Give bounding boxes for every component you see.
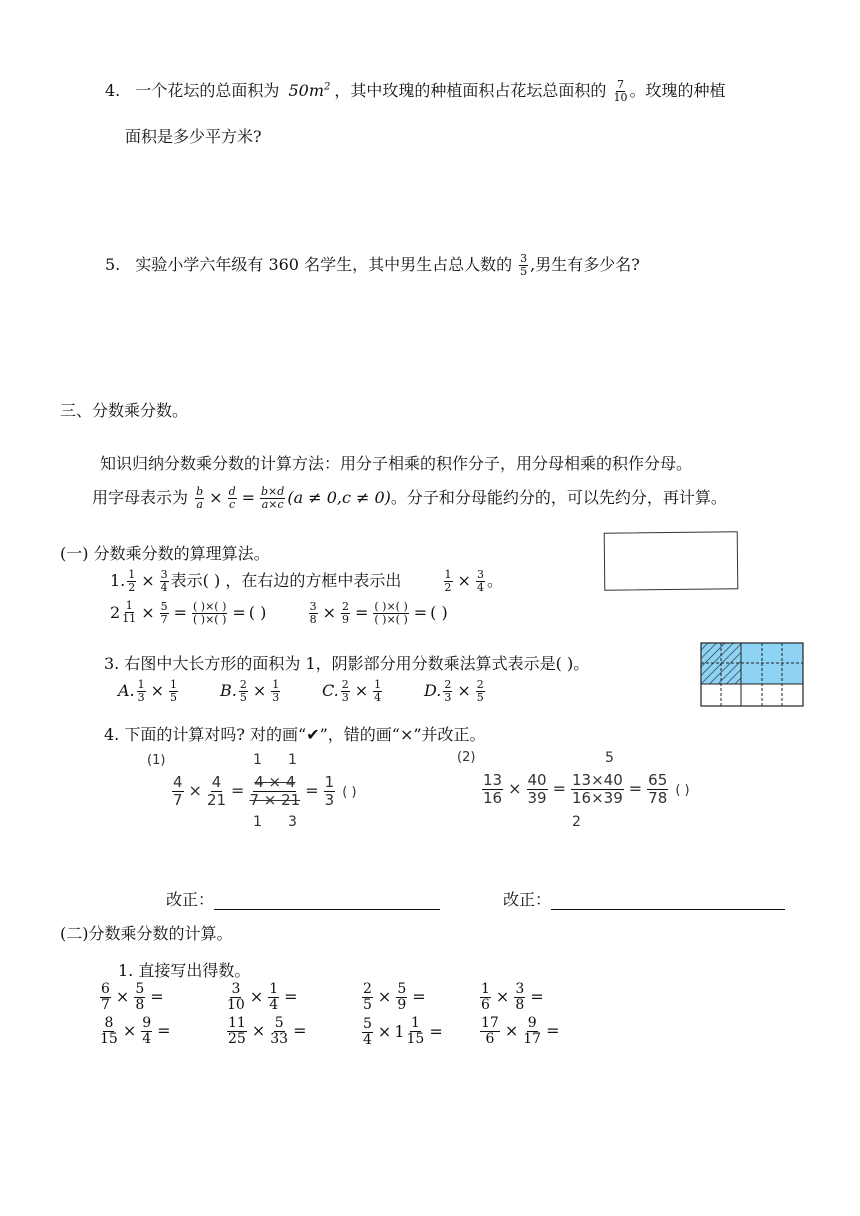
item-4-text: 4. 下面的计算对吗? 对的画“✔”，错的画“×”并改正。 [104, 725, 486, 744]
option-label: C. [322, 681, 339, 700]
denominator: a×c [261, 498, 284, 511]
times-sign: × [150, 681, 165, 700]
cancel-mark: 1 [288, 752, 297, 768]
fraction [227, 1016, 247, 1047]
numerator: 2 [444, 678, 452, 691]
equals-sign: = [157, 1021, 171, 1040]
option-label: D. [424, 681, 442, 700]
denominator: 7 [160, 613, 168, 626]
numerator: 2 [476, 678, 484, 691]
question-text: ，其中玫瑰的种植面积占花坛总面积的 [334, 81, 607, 100]
correction-2 [503, 887, 785, 910]
denominator: 10 [227, 997, 245, 1013]
equals-sign: = [173, 603, 187, 622]
numerator: 5 [274, 1015, 284, 1031]
answer-paren[interactable]: ( ) [675, 783, 690, 798]
correction-label: 改正： [166, 890, 215, 909]
numerator: 2 [341, 600, 349, 613]
calc-item[interactable] [478, 982, 547, 1013]
example-1-label: (1) [147, 753, 166, 768]
numerator: 3 [160, 568, 168, 581]
denominator: 4 [142, 1031, 152, 1047]
denominator: 5 [239, 691, 247, 704]
question-text: ,男生有多少名? [530, 255, 640, 274]
times-sign: × [209, 488, 223, 507]
calc-item[interactable] [360, 982, 429, 1013]
denominator: ( )×( ) [193, 613, 227, 626]
condition: (a ≠ 0,c ≠ 0) [287, 488, 391, 507]
question-text: 一个花坛的总面积为 [135, 81, 280, 100]
part-title: (一) 分数乘分数的算理算法。 [60, 544, 270, 563]
question-5 [105, 252, 640, 278]
denominator: 4 [269, 997, 279, 1013]
fraction [160, 569, 169, 594]
fraction [480, 1016, 500, 1047]
fraction [169, 679, 178, 704]
times-sign: × [354, 681, 369, 700]
fraction [227, 982, 245, 1013]
item-number: 1. [110, 571, 126, 590]
numerator: 2 [341, 678, 349, 691]
denominator: 7 [173, 791, 183, 809]
denominator: 6 [481, 997, 490, 1013]
drawing-box[interactable] [604, 531, 739, 590]
denominator: 17 [523, 1031, 542, 1047]
numerator: 3 [231, 981, 241, 997]
numerator: ( )×( ) [374, 600, 408, 613]
option-c[interactable] [322, 679, 424, 704]
fraction [613, 79, 627, 104]
numerator: 1 [374, 678, 382, 691]
numerator: 40 [527, 771, 547, 789]
fraction [270, 1016, 288, 1047]
answer-paren[interactable]: ( ) [342, 785, 357, 800]
numerator: 6 [101, 981, 110, 997]
correction-line[interactable] [214, 909, 440, 910]
denominator: 3 [324, 791, 335, 809]
calc-item[interactable] [98, 982, 167, 1013]
fraction [324, 774, 336, 809]
denominator: 15 [100, 1031, 118, 1047]
item-1 [110, 568, 503, 594]
fraction [249, 774, 300, 809]
area-number: 50m [288, 81, 324, 100]
numerator: 1 [324, 773, 335, 791]
numerator: 1 [128, 568, 136, 581]
fraction [341, 601, 350, 626]
cancel-mark: 3 [288, 814, 297, 830]
area-value [288, 81, 330, 100]
numerator: 5 [160, 600, 168, 613]
denominator: 33 [270, 1031, 289, 1047]
fraction [480, 982, 491, 1013]
correction-1 [166, 887, 440, 910]
fraction [396, 982, 407, 1013]
denominator: 5 [520, 265, 528, 278]
example-2-label: (2) [457, 750, 476, 765]
correction-line[interactable] [551, 909, 785, 910]
numerator: 1 [272, 678, 280, 691]
denominator: 6 [485, 1031, 495, 1047]
calc-item[interactable] [478, 1016, 562, 1047]
cancel-mark: 1 [253, 752, 262, 768]
denominator: 2 [128, 581, 136, 594]
fraction [519, 253, 528, 278]
times-sign: × [141, 571, 155, 590]
fraction [127, 569, 136, 594]
fraction [271, 679, 280, 704]
equals-sign: = [241, 488, 256, 507]
times-sign: × [249, 987, 264, 1006]
denominator: 4 [476, 581, 484, 594]
numerator: 2 [239, 678, 247, 691]
numerator: 1 [170, 678, 178, 691]
times-sign: × [115, 987, 130, 1006]
option-label: A. [118, 681, 135, 700]
times-sign: × [322, 603, 336, 622]
denominator: 4 [160, 581, 168, 594]
fraction [268, 982, 279, 1013]
fraction [207, 774, 226, 809]
section-title: 三、分数乘分数。 [60, 401, 189, 420]
fraction [523, 1016, 541, 1047]
denominator: 9 [341, 613, 349, 626]
denominator: 21 [206, 791, 227, 809]
times-sign: × [457, 681, 471, 700]
denominator: 25 [228, 1031, 246, 1047]
equals-sign: = [150, 987, 164, 1006]
numerator: 17 [481, 1015, 499, 1031]
denominator: 10 [613, 91, 628, 104]
cancel-mark: 5 [605, 750, 614, 766]
item-text: 1. 直接写出得数。 [118, 961, 251, 980]
times-sign: × [508, 779, 522, 798]
calc-item[interactable] [225, 1016, 309, 1047]
denominator: c [229, 498, 236, 511]
item-text: 。 [486, 571, 503, 590]
calc-item[interactable] [98, 1016, 174, 1047]
equals-sign: = [628, 779, 643, 798]
times-sign: × [252, 681, 267, 700]
fraction [134, 982, 145, 1013]
option-b[interactable] [220, 679, 322, 704]
equals-sign: = [293, 1021, 307, 1040]
product-fraction [373, 601, 408, 626]
equals-sign: = [232, 603, 246, 622]
equals-sign: = [284, 987, 298, 1006]
numerator: 3 [520, 252, 528, 265]
equals-sign: = [413, 603, 428, 622]
correction-label: 改正： [503, 890, 552, 909]
fraction [443, 679, 452, 704]
times-sign: × [122, 1021, 137, 1040]
denominator: 15 [406, 1031, 425, 1047]
cancel-mark: 2 [572, 814, 581, 830]
denominator: 39 [527, 789, 547, 807]
times-sign: × [377, 987, 392, 1006]
fraction [137, 679, 146, 704]
times-sign: × [377, 1022, 392, 1041]
times-sign: × [251, 1021, 266, 1040]
example-2 [480, 750, 740, 830]
option-d[interactable] [424, 679, 526, 704]
fraction [444, 569, 453, 594]
knowledge-formula [92, 485, 727, 511]
answer-blank[interactable]: ( ) [430, 603, 448, 622]
denominator: 5 [476, 691, 484, 704]
fraction [407, 1016, 425, 1047]
item-3-options [118, 679, 526, 704]
answer-blank[interactable]: ( ) [248, 603, 267, 622]
denominator: 3 [444, 691, 452, 704]
fraction [482, 772, 503, 807]
numerator: 13 [483, 771, 503, 789]
denominator: 4 [363, 1032, 372, 1048]
question-number: 4. [105, 81, 121, 100]
equals-sign: = [412, 987, 426, 1006]
numerator: ( )×( ) [193, 600, 227, 613]
numerator: 1 [125, 599, 133, 612]
numerator: 13×40 [572, 771, 623, 789]
numerator: 5 [397, 981, 407, 997]
item-text: 表示( ) ，在右边的方框中表示出 [170, 571, 402, 590]
numerator: b [196, 485, 204, 498]
denominator: 2 [444, 581, 452, 594]
denominator: 4 [374, 691, 382, 704]
numerator: 5 [363, 1016, 372, 1032]
part-title: (二)分数乘分数的计算。 [60, 924, 233, 943]
times-sign: × [495, 987, 510, 1006]
fraction [122, 600, 136, 625]
numerator: 1 [410, 1015, 420, 1031]
fraction [571, 772, 624, 807]
fraction [228, 486, 237, 511]
equals-sign: = [305, 781, 319, 800]
denominator: 5 [363, 997, 372, 1013]
fraction [172, 774, 184, 809]
example-1 [170, 752, 410, 832]
equals-sign: = [354, 603, 369, 622]
numerator: 2 [363, 981, 372, 997]
fraction [260, 486, 285, 511]
fraction [141, 1016, 152, 1047]
numerator: 11 [228, 1015, 246, 1031]
formula-suffix: 。分子和分母能约分的，可以先约分，再计算。 [390, 488, 727, 507]
numerator: 9 [527, 1015, 537, 1031]
fraction [239, 679, 248, 704]
times-sign: × [188, 781, 202, 800]
item-3-text: 3. 右图中大长方形的面积为 1，阴影部分用分数乘法算式表示是( )。 [104, 654, 590, 673]
option-label: B. [220, 681, 237, 700]
fraction [160, 601, 169, 626]
fraction [195, 486, 204, 511]
denominator: 3 [341, 691, 349, 704]
denominator: 8 [515, 997, 525, 1013]
fraction [647, 772, 668, 807]
fraction [476, 569, 485, 594]
equals-sign: = [552, 779, 566, 798]
expression [480, 772, 690, 807]
denominator: ( )×( ) [374, 613, 408, 626]
numerator: 3 [515, 981, 525, 997]
denominator: 3 [137, 691, 145, 704]
item-2 [110, 600, 448, 626]
calc-item[interactable] [225, 982, 301, 1013]
numerator: 1 [444, 568, 452, 581]
whole-part: 1 [394, 1022, 405, 1041]
fraction [100, 982, 111, 1013]
numerator: 3 [476, 568, 484, 581]
times-sign: × [141, 603, 155, 622]
denominator: 3 [272, 691, 280, 704]
denominator: 5 [170, 691, 178, 704]
denominator: 11 [122, 612, 137, 625]
denominator: a [196, 498, 203, 511]
option-a[interactable] [118, 679, 220, 704]
calc-item[interactable] [360, 1016, 446, 1048]
denominator: 9 [397, 997, 407, 1013]
numerator: b×d [261, 485, 285, 498]
area-exponent: 2 [324, 81, 331, 93]
expression [170, 774, 357, 809]
fraction [100, 1016, 118, 1047]
times-sign: × [504, 1021, 519, 1040]
fraction [309, 601, 318, 626]
mixed-number [394, 1016, 426, 1047]
numerator: 3 [309, 600, 317, 613]
numerator: 1 [269, 981, 279, 997]
fraction [527, 772, 548, 807]
question-4 [105, 78, 726, 104]
whole-part: 2 [110, 603, 121, 622]
equals-sign: = [530, 987, 544, 1006]
denominator: 78 [648, 789, 668, 807]
numerator: 9 [142, 1015, 152, 1031]
question-number: 5. [105, 255, 121, 274]
question-text: 。玫瑰的种植 [629, 81, 726, 100]
question-text: 实验小学六年级有 360 名学生，其中男生占总人数的 [135, 255, 513, 274]
question-text: 面积是多少平方米? [125, 127, 262, 146]
denominator: 8 [135, 997, 145, 1013]
numerator: 4 [173, 773, 183, 791]
numerator: 1 [137, 678, 145, 691]
denominator: 7 × 21 [249, 791, 301, 809]
times-sign: × [457, 571, 471, 590]
fraction [362, 982, 373, 1013]
equals-sign: = [429, 1022, 443, 1041]
fraction [373, 679, 382, 704]
knowledge-line: 知识归纳分数乘分数的计算方法：用分子相乘的积作分子，用分母相乘的积作分母。 [100, 454, 693, 473]
denominator: 16×39 [572, 789, 623, 807]
numerator: 4 × 4 [254, 773, 296, 791]
formula-prefix: 用字母表示为 [92, 488, 189, 507]
fraction [514, 982, 525, 1013]
numerator: 1 [481, 981, 490, 997]
cancel-mark: 1 [253, 814, 262, 830]
numerator: 4 [211, 773, 222, 791]
equals-sign: = [231, 781, 245, 800]
numerator: 5 [135, 981, 145, 997]
fraction [341, 679, 350, 704]
numerator: 7 [616, 78, 624, 91]
denominator: 16 [483, 789, 503, 807]
shaded-grid-figure [700, 642, 804, 708]
denominator: 7 [101, 997, 110, 1013]
denominator: 8 [309, 613, 317, 626]
numerator: 8 [104, 1015, 114, 1031]
mixed-number [110, 600, 138, 625]
fraction [362, 1017, 373, 1048]
numerator: 65 [648, 771, 668, 789]
equals-sign: = [546, 1021, 560, 1040]
product-fraction [192, 601, 227, 626]
numerator: d [228, 485, 236, 498]
fraction [476, 679, 485, 704]
